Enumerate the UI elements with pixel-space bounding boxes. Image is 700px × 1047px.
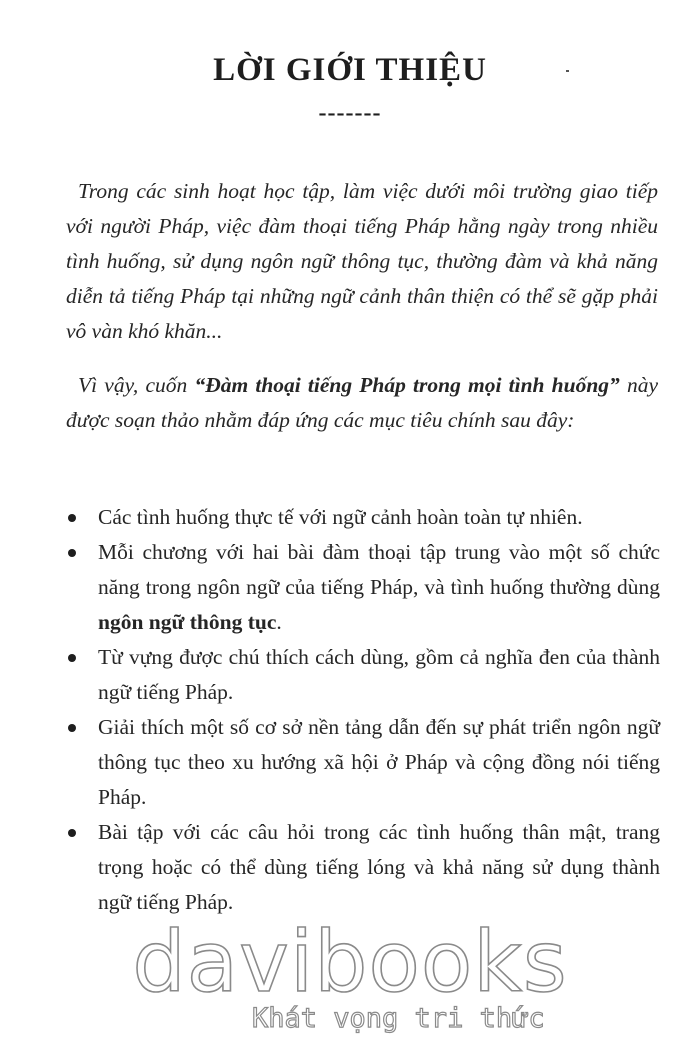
- intro-paragraph-2-lead: Vì vậy, cuốn: [78, 373, 195, 397]
- list-item-text: Các tình huống thực tế với ngữ cảnh hoàn toàn tự nhiên.: [98, 505, 583, 529]
- page-title: LỜI GIỚI THIỆU: [213, 52, 487, 88]
- bullet-icon: [68, 654, 76, 662]
- intro-paragraph-2: [66, 368, 658, 438]
- watermark-brand: davibooks: [132, 913, 568, 1011]
- list-item-text: Bài tập với các câu hỏi trong các tình huống thân mật, trang trọng hoặc có thể dùng tiếng lóng và khả năng sử dụng thành ngữ tiếng Pháp.: [98, 820, 660, 914]
- bullet-icon: [68, 829, 76, 837]
- list-item: [64, 535, 660, 640]
- bullet-icon: [68, 724, 76, 732]
- list-item: [64, 710, 660, 815]
- title-divider: -------: [318, 100, 382, 126]
- intro-paragraph-2-tail: này được soạn thảo nhằm đáp ứng các mục tiêu chính sau đây:: [66, 373, 658, 432]
- list-item-text: Mỗi chương với hai bài đàm thoại tập trung vào một số chức năng trong ngôn ngữ của tiếng Pháp, và tình huống thường dùng: [98, 540, 660, 599]
- list-item: [64, 815, 660, 920]
- list-item-tail: .: [276, 610, 282, 634]
- intro-paragraph-1: Trong các sinh hoạt học tập, làm việc dưới môi trường giao tiếp với người Pháp, việc đàm thoại tiếng Pháp hằng ngày trong nhiều tình huống, sử dụng ngôn ngữ thông tục, thường đàm và khả năng diễn tả tiếng Pháp tại những ngữ cảnh thân thiện có thể sẽ gặp phải vô vàn khó khăn...: [66, 179, 658, 343]
- list-item: [64, 640, 660, 710]
- objectives-list: [64, 500, 660, 920]
- scan-speck: [566, 70, 569, 72]
- list-item: [64, 500, 660, 535]
- list-item-emphasis: ngôn ngữ thông tục: [98, 610, 277, 634]
- list-item-text: Từ vựng được chú thích cách dùng, gồm cả nghĩa đen của thành ngữ tiếng Pháp.: [98, 645, 660, 704]
- bullet-icon: [68, 514, 76, 522]
- list-item-text: Giải thích một số cơ sở nền tảng dẫn đến sự phát triển ngôn ngữ thông tục theo xu hướng xã hội ở Pháp và cộng đồng nói tiếng Pháp.: [98, 715, 660, 809]
- watermark-tagline: Khát vọng tri thức: [252, 1003, 545, 1034]
- book-title: “Đàm thoại tiếng Pháp trong mọi tình huống”: [194, 373, 620, 397]
- bullet-icon: [68, 549, 76, 557]
